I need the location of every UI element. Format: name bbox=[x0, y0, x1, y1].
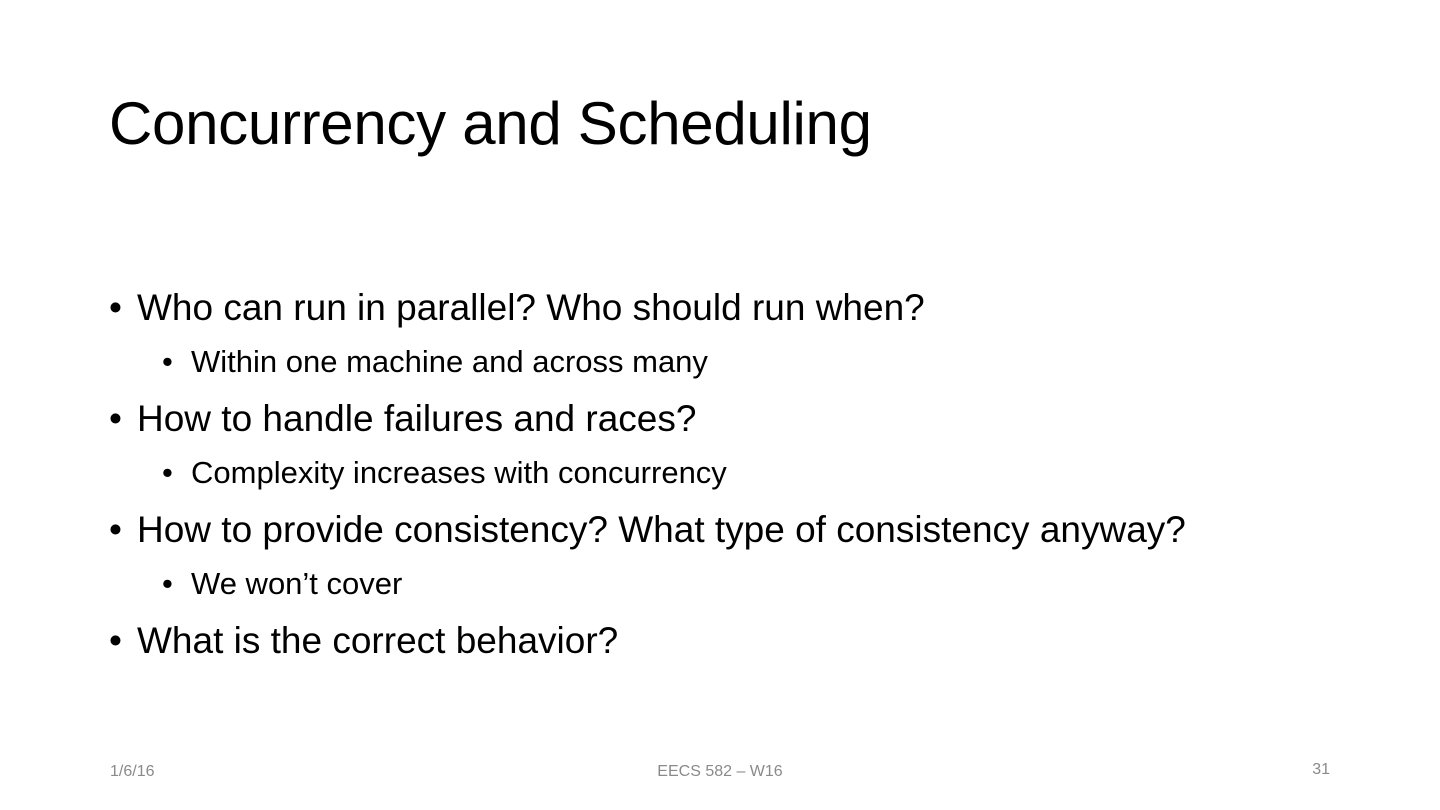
bullet-text: We won’t cover bbox=[191, 566, 403, 601]
bullet-text: How to provide consistency? What type of consistency anyway? bbox=[137, 509, 1186, 550]
bullet-text: Complexity increases with concurrency bbox=[191, 455, 727, 490]
bullet-level1 bbox=[109, 619, 618, 663]
bullet-level1 bbox=[109, 397, 696, 441]
bullet-dot-icon: • bbox=[162, 344, 173, 379]
footer-page-number: 31 bbox=[1312, 761, 1330, 778]
bullet-level2 bbox=[162, 565, 402, 603]
bullet-text: How to handle failures and races? bbox=[137, 398, 697, 439]
bullet-dot-icon: • bbox=[109, 620, 122, 661]
bullet-dot-icon: • bbox=[162, 455, 173, 490]
bullet-level1 bbox=[109, 508, 1186, 552]
bullet-text: Who can run in parallel? Who should run when? bbox=[137, 287, 925, 328]
footer-date: 1/6/16 bbox=[110, 763, 155, 780]
bullet-level2 bbox=[162, 454, 727, 492]
footer-course: EECS 582 – W16 bbox=[657, 763, 783, 780]
bullet-level1 bbox=[109, 286, 925, 330]
bullet-dot-icon: • bbox=[109, 398, 122, 439]
bullet-text: What is the correct behavior? bbox=[137, 620, 619, 661]
bullet-dot-icon: • bbox=[109, 509, 122, 550]
bullet-dot-icon: • bbox=[162, 566, 173, 601]
bullet-level2 bbox=[162, 343, 708, 381]
slide-title: Concurrency and Scheduling bbox=[109, 90, 872, 157]
bullet-dot-icon: • bbox=[109, 287, 122, 328]
bullet-text: Within one machine and across many bbox=[191, 344, 708, 379]
